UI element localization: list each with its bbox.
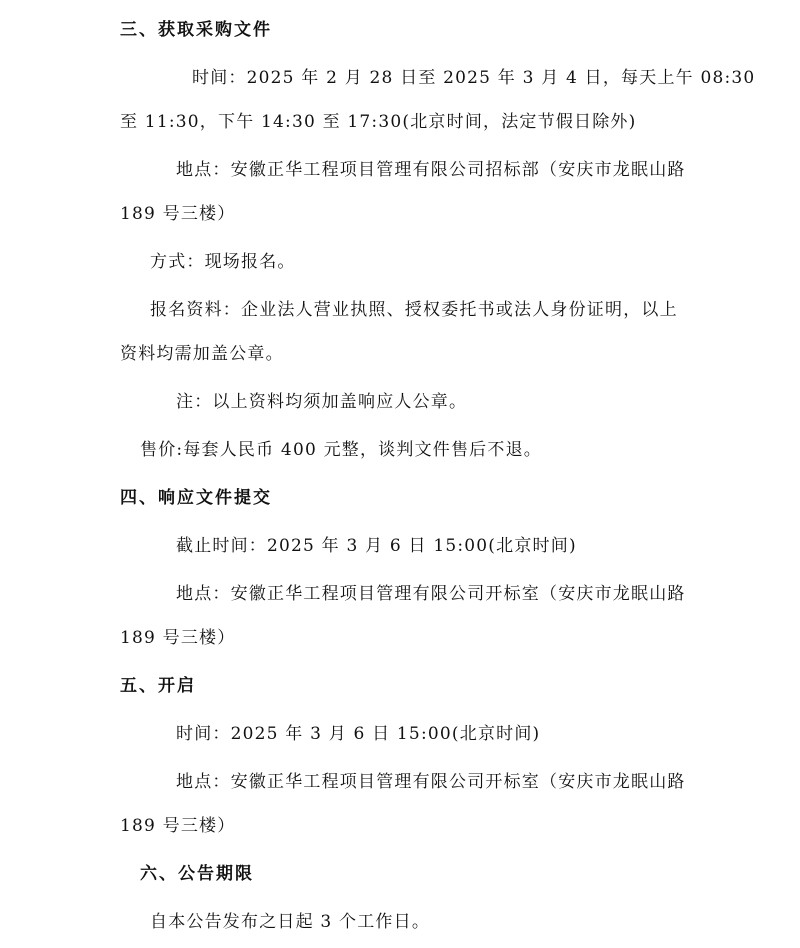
s3-time-line1: 时间：2025 年 2 月 28 日至 2025 年 3 月 4 日，每天上午 08:30: [192, 68, 756, 88]
s3-method: 方式：现场报名。: [150, 252, 296, 272]
s3-note: 注：以上资料均须加盖响应人公章。: [176, 392, 468, 412]
section-4-heading: 四、响应文件提交: [120, 488, 272, 508]
section-6-heading: 六、公告期限: [140, 864, 254, 884]
section-3-heading: 三、获取采购文件: [120, 20, 272, 40]
s3-materials-line2: 资料均需加盖公章。: [120, 344, 284, 364]
s6-period: 自本公告发布之日起 3 个工作日。: [150, 912, 431, 932]
s3-place-line1: 地点：安徽正华工程项目管理有限公司招标部（安庆市龙眠山路: [176, 160, 686, 180]
s4-place-line1: 地点：安徽正华工程项目管理有限公司开标室（安庆市龙眠山路: [176, 584, 686, 604]
s3-time-line2: 至 11:30，下午 14:30 至 17:30(北京时间，法定节假日除外): [120, 112, 637, 132]
s5-place-line1: 地点：安徽正华工程项目管理有限公司开标室（安庆市龙眠山路: [176, 772, 686, 792]
s5-time: 时间：2025 年 3 月 6 日 15:00(北京时间): [176, 724, 541, 744]
s4-place-line2: 189 号三楼）: [120, 628, 236, 648]
s3-price: 售价:每套人民币 400 元整，谈判文件售后不退。: [140, 440, 542, 460]
section-5-heading: 五、开启: [120, 676, 196, 696]
s3-place-line2: 189 号三楼）: [120, 204, 236, 224]
s4-deadline: 截止时间：2025 年 3 月 6 日 15:00(北京时间): [176, 536, 577, 556]
s3-materials-line1: 报名资料：企业法人营业执照、授权委托书或法人身份证明，以上: [150, 300, 678, 320]
s5-place-line2: 189 号三楼）: [120, 816, 236, 836]
